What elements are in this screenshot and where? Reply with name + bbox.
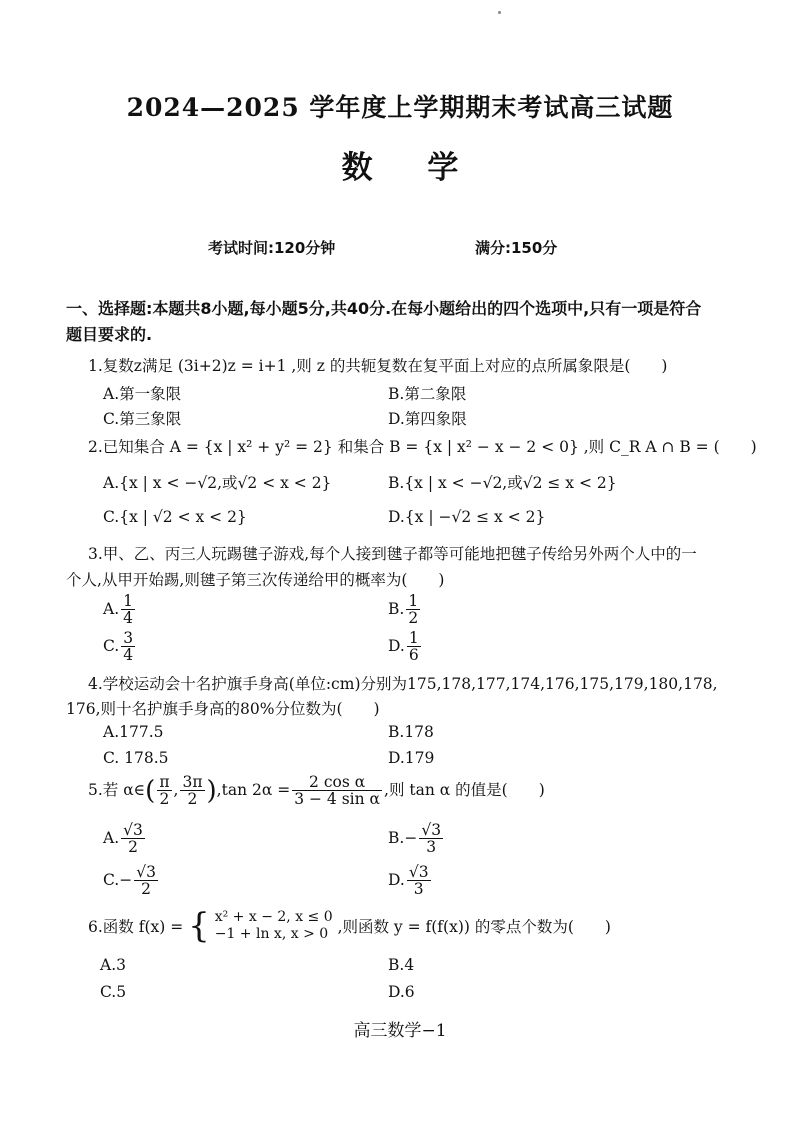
- q2-option-d: D.{x | −√2 ≤ x < 2}: [388, 508, 546, 526]
- q1-option-c: C.第三象限: [103, 410, 182, 428]
- page-footer: 高三数学−1: [353, 1021, 447, 1041]
- q6-option-c: C.5: [100, 983, 127, 1001]
- question-6-stem: 6.函数 f(x) = { x² + x − 2, x ≤ 0 −1 + ln x, x > 0 ,则函数 y = f(f(x)) 的零点个数为( ): [88, 906, 611, 946]
- q5-option-d: D. $\frac{√3}{3}$: [388, 863, 429, 899]
- q5-option-b: B.− $\frac{√3}{3}$: [388, 821, 442, 857]
- q4-option-b: B.178: [388, 723, 434, 741]
- q4-option-c: C. 178.5: [103, 749, 169, 767]
- q1-option-b: B.第二象限: [388, 385, 467, 403]
- q3-option-c: C. $\frac{3}{4}$: [103, 629, 134, 665]
- q6-option-d: D.6: [388, 983, 415, 1001]
- q3-option-b: B. $\frac{1}{2}$: [388, 592, 419, 628]
- exam-time: 考试时间:120分钟: [208, 239, 336, 257]
- q6-option-a: A.3: [100, 956, 126, 974]
- question-3-stem-line2: 个人,从甲开始踢,则毽子第三次传递给甲的概率为( ): [66, 571, 445, 589]
- q4-option-d: D.179: [388, 749, 435, 767]
- question-3-stem-line1: 3.甲、乙、丙三人玩踢毽子游戏,每个人接到毽子都等可能地把毽子传给另外两个人中的一: [88, 545, 697, 563]
- subject-title: 数 学: [341, 150, 481, 186]
- exam-title: 2024—2025 学年度上学期期末考试高三试题: [126, 93, 674, 122]
- question-4-stem-line1: 4.学校运动会十名护旗手身高(单位:cm)分别为175,178,177,174,176,175,179,180,178,: [88, 675, 718, 693]
- question-2-stem: 2.已知集合 A = {x | x² + y² = 2} 和集合 B = {x | x² − x − 2 < 0} ,则 C_R A ∩ B = ( ): [88, 438, 757, 456]
- full-score: 满分:150分: [475, 239, 558, 257]
- section-heading: 一、选择题:本题共8小题,每小题5分,共40分.在每小题给出的四个选项中,只有一项是符合题目要求的.: [66, 299, 702, 344]
- question-5-stem: 5.若 α∈( $\frac{\pi}{2}$ , $\frac{3\pi}{2}$ ),tan 2α = $\frac{\text{2 cos α}}{\text{3 − 4 sin α}}$ ,则 tan α 的值是( ): [88, 773, 545, 809]
- scan-speck: [498, 11, 501, 14]
- q2-option-b: B.{x | x < −√2,或√2 ≤ x < 2}: [388, 474, 617, 492]
- question-1-stem: 1.复数z满足 (3i+2)z = i+1 ,则 z 的共轭复数在复平面上对应的点所属象限是( ): [88, 357, 668, 375]
- piecewise-case-1: x² + x − 2, x ≤ 0: [214, 908, 333, 925]
- q2-option-a: A.{x | x < −√2,或√2 < x < 2}: [103, 474, 332, 492]
- q3-option-a: A. $\frac{1}{4}$: [103, 592, 133, 628]
- question-4-stem-line2: 176,则十名护旗手身高的80%分位数为( ): [66, 700, 380, 718]
- q3-option-d: D. $\frac{1}{6}$: [388, 629, 419, 665]
- q1-option-d: D.第四象限: [388, 410, 467, 428]
- q4-option-a: A.177.5: [103, 723, 164, 741]
- piecewise-case-2: −1 + ln x, x > 0: [214, 926, 329, 942]
- q1-option-a: A.第一象限: [103, 385, 182, 403]
- q5-option-c: C.− $\frac{√3}{2}$: [103, 863, 156, 899]
- q5-option-a: A. $\frac{√3}{2}$: [103, 821, 143, 857]
- q2-option-c: C.{x | √2 < x < 2}: [103, 508, 247, 526]
- q6-option-b: B.4: [388, 956, 415, 974]
